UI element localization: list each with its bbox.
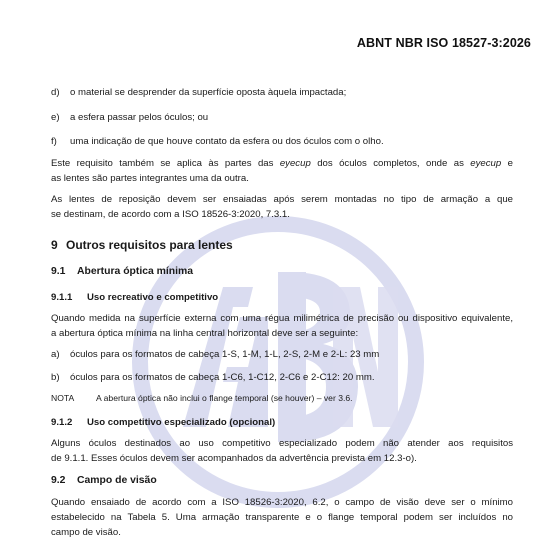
paragraph-field-of-view (51, 495, 513, 540)
paragraph-line: Alguns óculos destinados ao uso competitivo especializado podem não atender aos requisitos (51, 438, 513, 449)
section-title: Campo de visão (77, 475, 157, 486)
term-eyecup: eyecup (279, 158, 311, 169)
paragraph-line: Quando ensaiado de acordo com a ISO 18526-3:2020, 6.2, o campo de visão deve ser o mínimo (51, 497, 513, 508)
list-text: uma indicação de que houve contato da esfera ou dos óculos com o olho. (70, 136, 384, 147)
list-label: b) (51, 372, 60, 383)
paragraph-line: Quando medida na superfície externa com uma régua milimétrica de precisão ou dispositivo equivalente, (51, 313, 513, 324)
section-number: 9 (51, 238, 58, 252)
paragraph-requirement (51, 156, 513, 186)
paragraph-specialized (51, 436, 513, 466)
paragraph-line: se destinam, de acordo com a ISO 18526-3:2020, 7.3.1. (51, 209, 290, 220)
section-number: 9.1.2 (51, 417, 73, 428)
section-number: 9.1.1 (51, 292, 73, 303)
note-text: A abertura óptica não inclui o flange temporal (se houver) – ver 3.6. (96, 393, 353, 403)
section-heading-9-1-2 (51, 415, 275, 430)
list-label: e) (51, 112, 60, 123)
section-title: Abertura óptica mínima (77, 266, 194, 277)
list-text: óculos para os formatos de cabeça 1-S, 1-M, 1-L, 2-S, 2-M e 2-L: 23 mm (70, 349, 380, 360)
paragraph-line: de 9.1.1. Esses óculos devem ser acompanhados da advertência prevista em 12.3-o). (51, 453, 417, 464)
section-title: Uso recreativo e competitivo (87, 292, 219, 303)
standard-code-header: ABNT NBR ISO 18527-3:2026 (356, 36, 531, 50)
list-label: f) (51, 136, 57, 147)
section-title: Uso competitivo especializado (opcional) (87, 417, 276, 428)
list-text: o material se desprender da superfície oposta àquela impactada; (70, 87, 347, 98)
term-eyecup: eyecup (470, 158, 502, 169)
section-title: Outros requisitos para lentes (66, 238, 233, 252)
section-number: 9.1 (51, 266, 66, 277)
section-heading-9-1-1 (51, 290, 218, 305)
list-label: a) (51, 349, 60, 360)
list-text: a esfera passar pelos óculos; ou (70, 112, 209, 123)
paragraph-line: a abertura óptica mínima na linha central horizontal deve ser a seguinte: (51, 328, 359, 339)
paragraph-measure (51, 311, 513, 341)
paragraph-replacement (51, 192, 513, 222)
section-heading-9-2 (51, 473, 157, 488)
paragraph-line: as lentes são partes integrantes uma da outra. (51, 173, 249, 184)
section-heading-9-1 (51, 264, 193, 279)
note-label: NOTA (51, 393, 75, 403)
section-heading-9 (51, 238, 233, 253)
paragraph-line: estabelecido na Tabela 5. Uma armação transparente e o flange temporal podem ser incluídos no (51, 512, 513, 523)
abnt-watermark-logo (128, 212, 428, 512)
section-number: 9.2 (51, 475, 66, 486)
paragraph-line: As lentes de reposição devem ser ensaiadas após serem montadas no tipo de armação a que (51, 194, 513, 205)
list-text: óculos para os formatos de cabeça 1-C6, 1-C12, 2-C6 e 2-C12: 20 mm. (70, 372, 375, 383)
paragraph-line: campo de visão. (51, 527, 121, 538)
list-label: d) (51, 87, 60, 98)
paragraph-line: Este requisito também se aplica às partes das eyecup dos óculos completos, onde as eyecup e (51, 158, 513, 169)
